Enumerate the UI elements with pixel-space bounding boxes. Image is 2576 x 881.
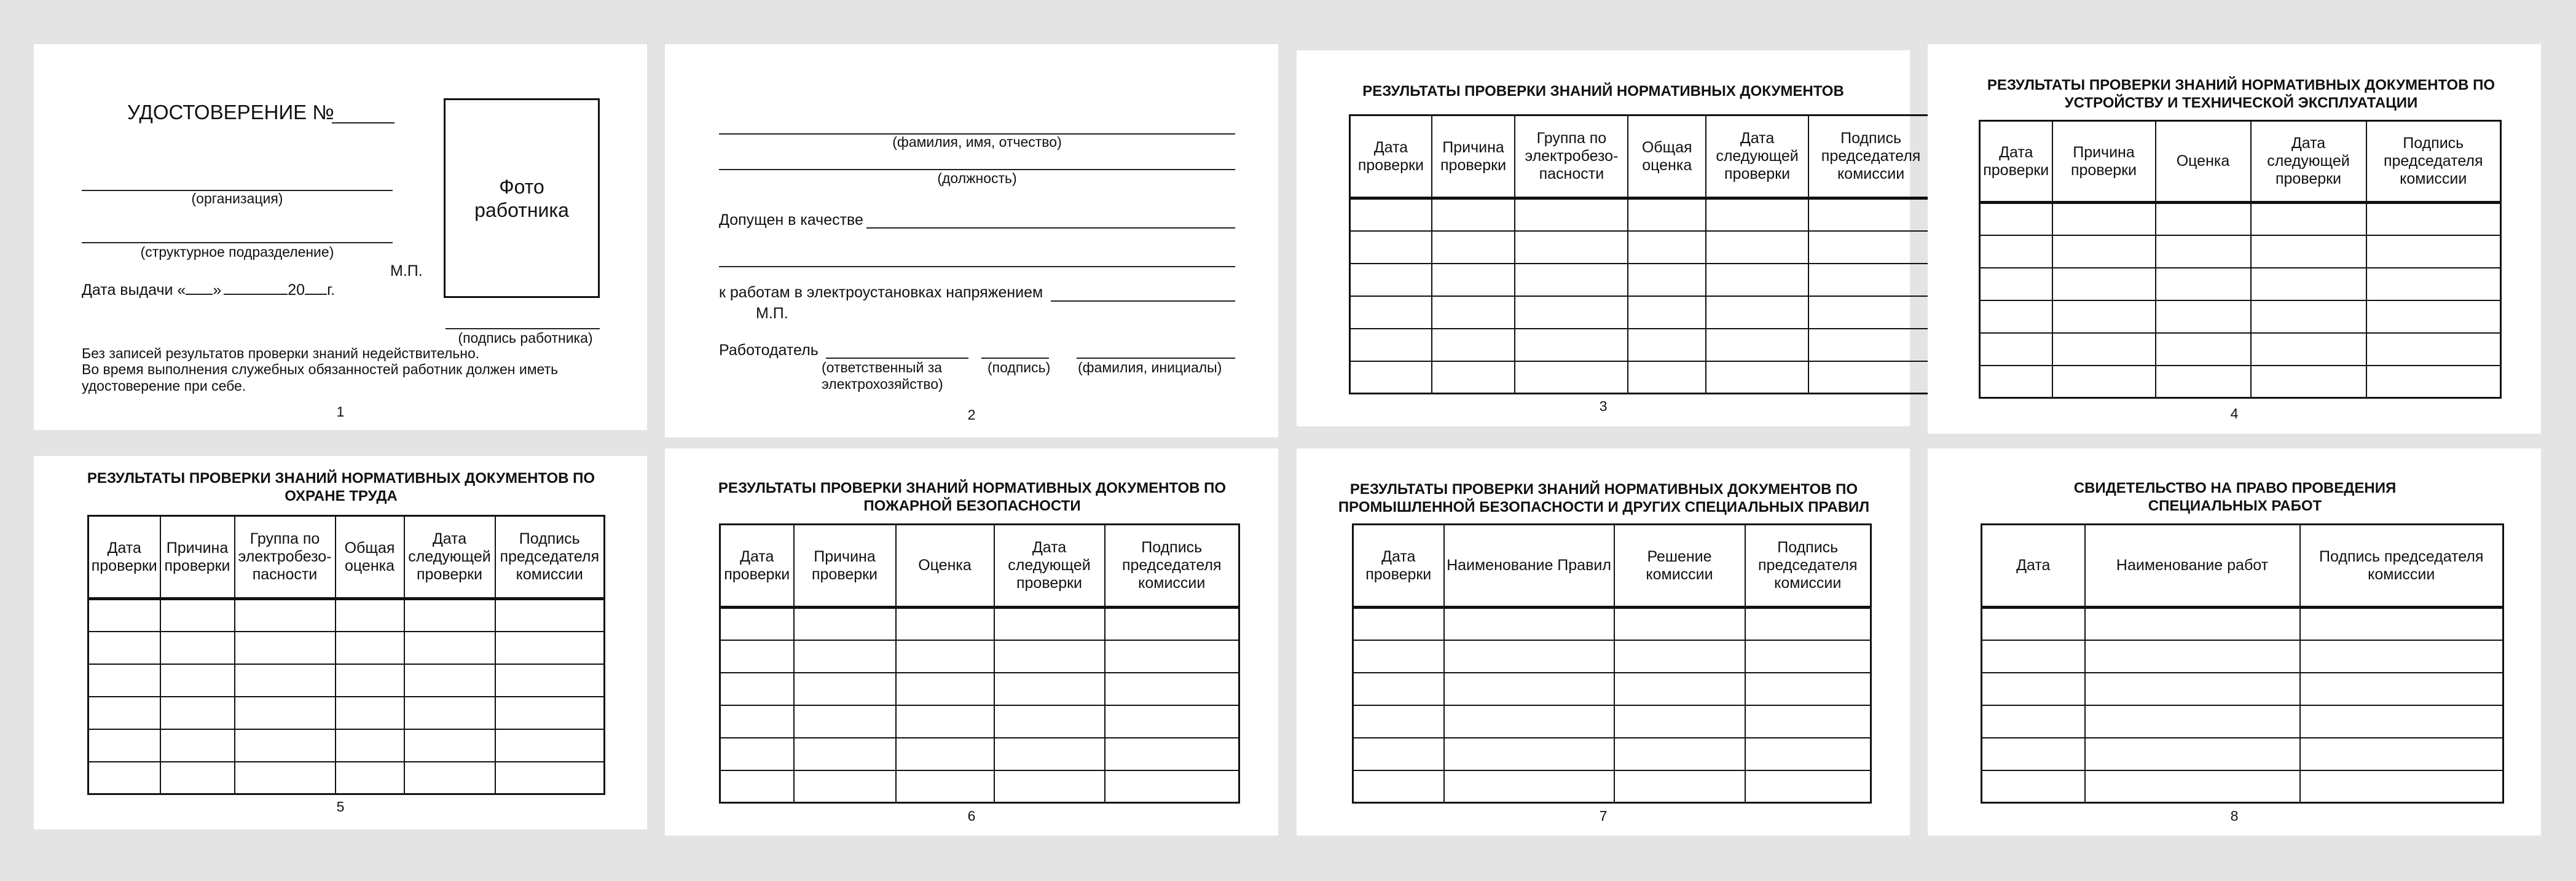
table-row [1353, 738, 1871, 770]
column-header: Дата следующей проверки [2251, 121, 2366, 203]
page-title: РЕЗУЛЬТАТЫ ПРОВЕРКИ ЗНАНИЙ НОРМАТИВНЫХ ДОКУМЕНТОВ ПО ПРОМЫШЛЕННОЙ БЕЗОПАСНОСТИ И ДРУГИХ СПЕЦИАЛЬНЫХ ПРАВИЛ [1338, 481, 1870, 515]
table-row [88, 729, 605, 762]
validity-note: Без записей результатов проверки знаний недействительно. [82, 345, 480, 361]
table-header [720, 525, 1239, 608]
page-number: 2 [967, 407, 976, 423]
photo-placeholder: Фото работника [444, 98, 600, 298]
table-row [1350, 231, 1934, 264]
column-header: Дата проверки [1350, 116, 1432, 198]
table-row [720, 770, 1239, 803]
table-row [720, 608, 1239, 640]
page-number: 6 [967, 808, 976, 824]
page-number: 4 [2230, 405, 2239, 421]
results-table [87, 515, 605, 795]
stamp-mark: М.П. [390, 262, 423, 280]
column-header: Оценка [2156, 121, 2251, 203]
table-row [1350, 198, 1934, 231]
page-3 [1297, 50, 1921, 426]
initials-caption: (фамилия, инициалы) [1078, 359, 1222, 375]
carry-note: Во время выполнения служебных обязанностей работник должен иметь удостоверение при себе. [82, 361, 559, 394]
table-header [1980, 121, 2501, 203]
page-number: 1 [336, 404, 345, 420]
column-header: Подпись председателя комиссии [1105, 525, 1239, 608]
table-row [1353, 608, 1871, 640]
results-table [1979, 120, 2502, 399]
page-2 [665, 44, 1278, 437]
table-row [88, 762, 605, 794]
table-row [88, 697, 605, 729]
page-title: РЕЗУЛЬТАТЫ ПРОВЕРКИ ЗНАНИЙ НОРМАТИВНЫХ ДОКУМЕНТОВ ПО ОХРАНЕ ТРУДА [87, 470, 595, 504]
table-row [1982, 673, 2503, 705]
column-header: Дата [1982, 525, 2085, 608]
dept-line [82, 242, 393, 243]
column-header: Подпись председателя комиссии [2300, 525, 2503, 608]
table-row [1980, 235, 2501, 268]
table-row [88, 599, 605, 632]
column-header: Подпись председателя комиссии [495, 516, 605, 599]
responsible-line [826, 358, 968, 359]
table-row [1980, 366, 2501, 398]
initials-line [1077, 358, 1235, 359]
table-row [1980, 203, 2501, 235]
responsible-caption: (ответственный за электрохозяйство) [822, 359, 943, 392]
table-header [1353, 525, 1871, 608]
admitted-extra-line [719, 266, 1235, 267]
table-header [88, 516, 605, 599]
column-header: Причина проверки [160, 516, 235, 599]
column-header: Дата проверки [1353, 525, 1444, 608]
page-6 [665, 448, 1278, 836]
column-header: Общая оценка [336, 516, 404, 599]
certificate-title: УДОСТОВЕРЕНИЕ № [127, 101, 334, 123]
column-header: Дата проверки [88, 516, 160, 599]
results-table [719, 523, 1240, 804]
page-number: 7 [1599, 808, 1608, 824]
table-row [1982, 705, 2503, 738]
page-4 [1928, 44, 2541, 434]
column-header: Подпись председателя комиссии [1808, 116, 1933, 198]
admitted-as-line [866, 227, 1235, 229]
page-7 [1297, 448, 1910, 836]
table-row [1982, 738, 2503, 770]
employer-label: Работодатель [719, 342, 819, 359]
table-row [1353, 640, 1871, 673]
org-caption: (организация) [191, 190, 283, 206]
column-header: Подпись председателя комиссии [1745, 525, 1871, 608]
table-row [1353, 673, 1871, 705]
table-header [1350, 116, 1934, 198]
table-row [720, 640, 1239, 673]
table-row [1982, 770, 2503, 803]
issue-date-label: Дата выдачи « » 20 г. [82, 281, 336, 299]
sign-line [981, 358, 1049, 359]
page-8 [1928, 448, 2541, 836]
column-header: Дата следующей проверки [404, 516, 495, 599]
table-row [1350, 361, 1934, 394]
page-title: РЕЗУЛЬТАТЫ ПРОВЕРКИ ЗНАНИЙ НОРМАТИВНЫХ ДОКУМЕНТОВ ПО УСТРОЙСТВУ И ТЕХНИЧЕСКОЙ ЭКСПЛУАТАЦИИ [1987, 77, 2496, 111]
table-row [1980, 333, 2501, 366]
table-header [1982, 525, 2503, 608]
column-header: Группа по электробезо- пасности [235, 516, 336, 599]
column-header: Решение комиссии [1614, 525, 1745, 608]
stamp-mark: М.П. [756, 305, 788, 322]
column-header: Дата проверки [1980, 121, 2052, 203]
page-5 [34, 456, 647, 829]
table-row [1350, 329, 1934, 361]
column-header: Наименование работ [2085, 525, 2300, 608]
table-row [1353, 705, 1871, 738]
page-title: СВИДЕТЕЛЬСТВО НА ПРАВО ПРОВЕДЕНИЯ СПЕЦИАЛЬНЫХ РАБОТ [2073, 480, 2397, 514]
table-row [720, 738, 1239, 770]
column-header: Общая оценка [1628, 116, 1706, 198]
table-row [720, 673, 1239, 705]
table-row [1353, 770, 1871, 803]
column-header: Оценка [896, 525, 994, 608]
voltage-line [1051, 300, 1235, 302]
column-header: Подпись председателя комиссии [2366, 121, 2501, 203]
column-header: Дата следующей проверки [1706, 116, 1808, 198]
page-1 [34, 44, 647, 430]
column-header: Наименование Правил [1444, 525, 1614, 608]
signature-caption: (подпись работника) [458, 330, 593, 346]
voltage-label: к работам в электроустановках напряжением [719, 284, 1043, 301]
column-header: Причина проверки [794, 525, 896, 608]
column-header: Дата следующей проверки [994, 525, 1105, 608]
page-number: 8 [2230, 808, 2239, 824]
table-row [1350, 296, 1934, 329]
results-table [1349, 114, 1934, 394]
dept-caption: (структурное подразделение) [140, 244, 334, 260]
results-table [1352, 523, 1872, 804]
table-row [1982, 608, 2503, 640]
fio-caption: (фамилия, имя, отчество) [892, 134, 1062, 150]
column-header: Причина проверки [2052, 121, 2156, 203]
table-row [88, 632, 605, 664]
page-title: РЕЗУЛЬТАТЫ ПРОВЕРКИ ЗНАНИЙ НОРМАТИВНЫХ ДОКУМЕНТОВ ПО ПОЖАРНОЙ БЕЗОПАСНОСТИ [718, 480, 1227, 514]
table-row [1982, 640, 2503, 673]
table-row [720, 705, 1239, 738]
sign-caption: (подпись) [988, 359, 1051, 375]
position-caption: (должность) [937, 170, 1017, 186]
results-table [1981, 523, 2504, 804]
page-number: 3 [1599, 398, 1608, 414]
page-title: РЕЗУЛЬТАТЫ ПРОВЕРКИ ЗНАНИЙ НОРМАТИВНЫХ ДОКУМЕНТОВ [1362, 83, 1844, 100]
table-row [1980, 300, 2501, 333]
certificate-number-line [332, 122, 395, 123]
table-row [88, 664, 605, 697]
signature-line [446, 328, 600, 329]
table-row [1980, 268, 2501, 300]
admitted-as-label: Допущен в качестве [719, 211, 863, 229]
table-row [1350, 264, 1934, 296]
column-header: Причина проверки [1432, 116, 1515, 198]
column-header: Дата проверки [720, 525, 794, 608]
column-header: Группа по электробезо- пасности [1515, 116, 1628, 198]
page-number: 5 [336, 799, 345, 815]
